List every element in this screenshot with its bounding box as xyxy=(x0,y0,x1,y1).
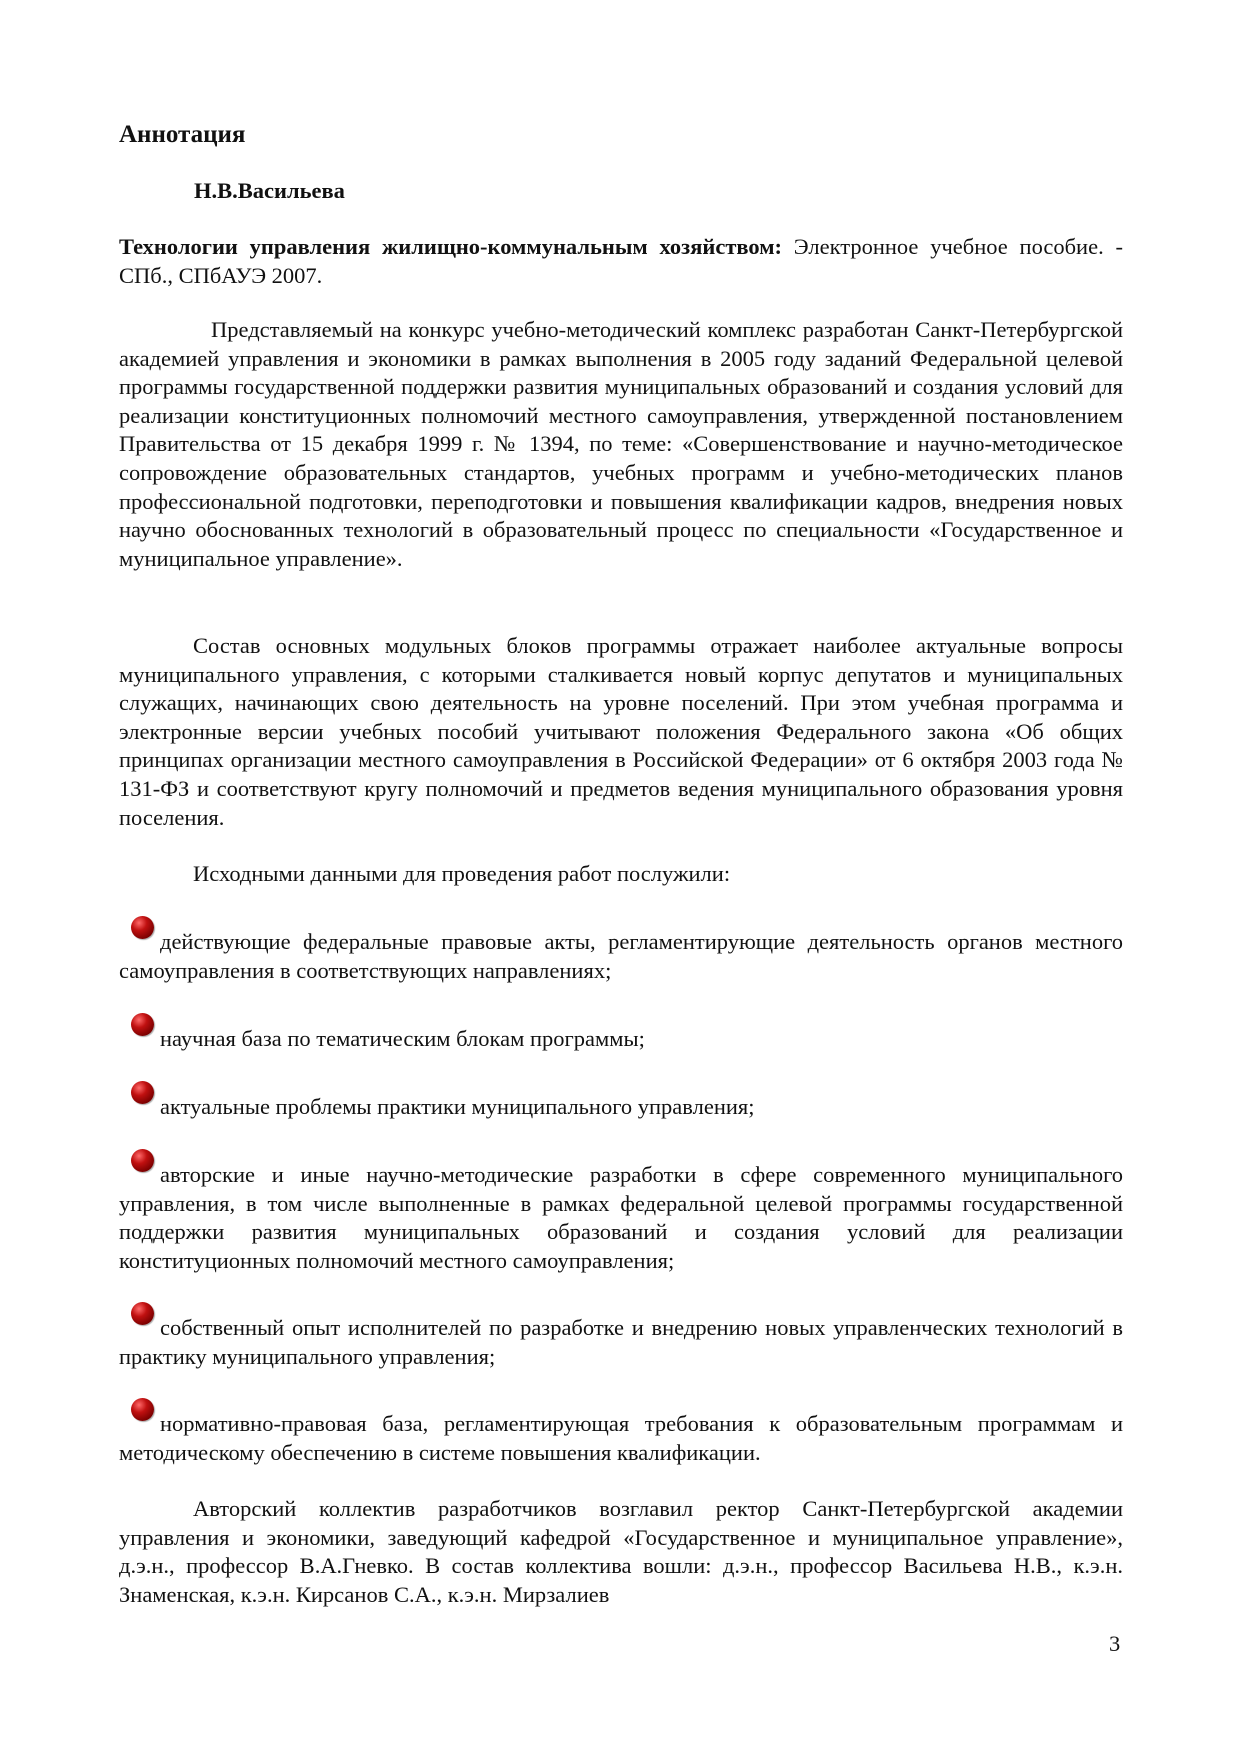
red-ball-bullet-icon xyxy=(131,1302,154,1325)
list-item xyxy=(119,928,1123,985)
paragraph-modules xyxy=(119,632,1123,832)
list-item-text: собственный опыт исполнителей по разработке и внедрению новых управленческих технологий в практику муниципального управления; xyxy=(119,1315,1123,1369)
book-title: Технологии управления жилищно-коммунальным хозяйством: xyxy=(119,234,783,259)
red-ball-bullet-icon xyxy=(131,1149,154,1172)
red-ball-bullet-icon xyxy=(131,916,154,939)
list-item xyxy=(119,1093,1123,1122)
annotation-heading: Аннотация xyxy=(119,121,246,148)
list-item xyxy=(119,1025,1123,1054)
paragraph-sources-lead-text: Исходными данными для проведения работ послужили: xyxy=(193,861,731,886)
red-ball-bullet-icon xyxy=(131,1013,154,1036)
list-item xyxy=(119,1314,1123,1371)
page-number: 3 xyxy=(1109,1631,1121,1656)
list-item xyxy=(119,1161,1123,1275)
paragraph-authors xyxy=(119,1495,1123,1609)
paragraph-intro xyxy=(119,316,1123,573)
list-item-text: действующие федеральные правовые акты, регламентирующие деятельность органов местного самоуправления в соответствующих направлениях; xyxy=(119,929,1123,983)
list-item-text: авторские и иные научно-методические разработки в сфере современного муниципального управления, в том числе выполненные в рамках федеральной целевой программы государственной поддержки развития муниципальных образований и создания условий для реализации конституционных полномочий местного самоуправления; xyxy=(119,1162,1123,1273)
list-item-text: нормативно-правовая база, регламентирующая требования к образовательным программам и методическому обеспечению в системе повышения квалификации. xyxy=(119,1411,1123,1465)
book-publication-info: Электронное учебное пособие. - СПб., СПбАУЭ 2007. xyxy=(119,234,1123,288)
book-reference xyxy=(119,233,1123,290)
list-item-text: актуальные проблемы практики муниципального управления; xyxy=(160,1094,755,1119)
paragraph-intro-text: Представляемый на конкурс учебно-методический комплекс разработан Санкт-Петербургской академией управления и экономики в рамках выполнения в 2005 году заданий Федеральной целевой программы государственной поддержки развития муниципальных образований и создания условий для реализации конституционных полномочий местного самоуправления, утвержденной постановлением Правительства от 15 декабря 1999 г. № 1394, по теме: «Совершенствование и научно-методическое сопровождение образовательных стандартов, учебных программ и учебно-методических планов профессиональной подготовки, переподготовки и повышения квалификации кадров, внедрения новых научно обоснованных технологий в образовательный процесс по специальности «Государственное и муниципальное управление». xyxy=(119,317,1123,571)
book-reference-paragraph xyxy=(119,233,1123,290)
paragraph-sources-lead xyxy=(119,860,1123,889)
paragraph-authors-text: Авторский коллектив разработчиков возглавил ректор Санкт-Петербургской академии управления и экономики, заведующий кафедрой «Государственное и муниципальное управление», д.э.н., профессор В.А.Гневко. В состав коллектива вошли: д.э.н., профессор Васильева Н.В., к.э.н. Знаменская, к.э.н. Кирсанов С.А., к.э.н. Мирзалиев xyxy=(119,1496,1123,1607)
list-item-text: научная база по тематическим блокам программы; xyxy=(160,1026,645,1051)
red-ball-bullet-icon xyxy=(131,1398,154,1421)
author-name: Н.В.Васильева xyxy=(194,178,345,203)
red-ball-bullet-icon xyxy=(131,1081,154,1104)
paragraph-modules-text: Состав основных модульных блоков программы отражает наиболее актуальные вопросы муниципального управления, с которыми сталкивается новый корпус депутатов и муниципальных служащих, начинающих свою деятельность на уровне поселений. При этом учебная программа и электронные версии учебных пособий учитывают положения Федерального закона «Об общих принципах организации местного самоуправления в Российской Федерации» от 6 октября 2003 года № 131-ФЗ и соответствуют кругу полномочий и предметов ведения муниципального образования уровня поселения. xyxy=(119,633,1123,830)
list-item xyxy=(119,1410,1123,1467)
